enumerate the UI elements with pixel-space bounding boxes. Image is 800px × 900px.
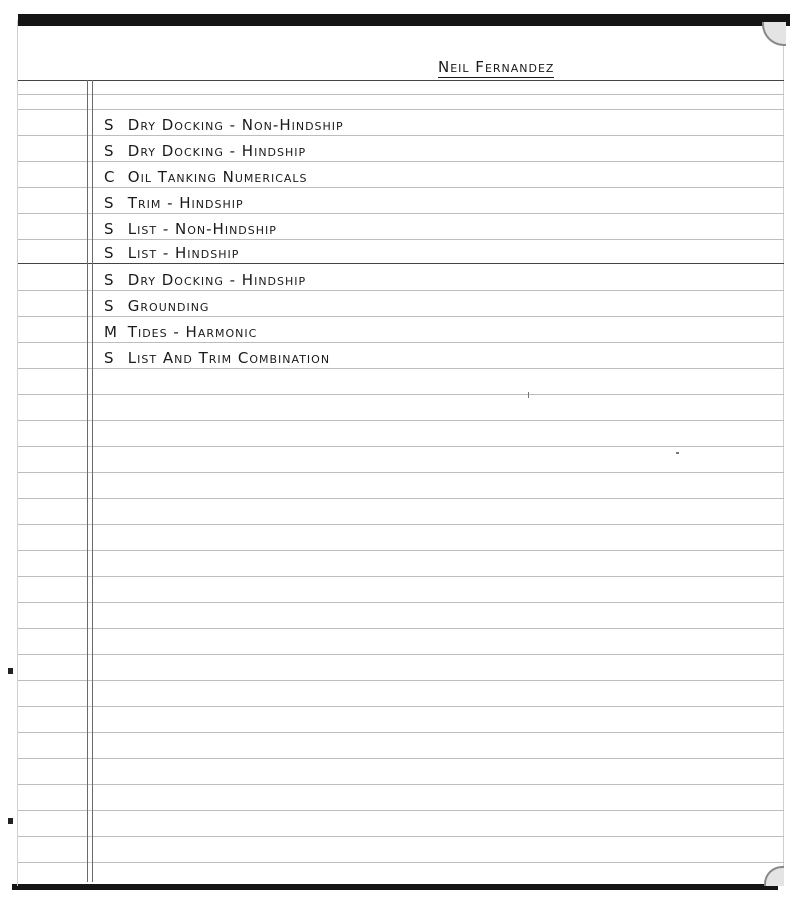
ruled-line [18,109,784,110]
ruled-line [18,862,784,863]
bottom-scan-edge [12,884,778,890]
punch-mark [8,818,13,824]
entry-code: M [104,323,118,341]
page-corner-curl-top [762,22,786,46]
entry-label: List - Hindship [127,244,240,262]
entry-label: Dry Docking - Hindship [127,142,307,160]
entry-code: S [104,142,115,160]
entry-code: S [104,244,115,262]
ruled-line [18,94,784,95]
ruled-line [18,732,784,733]
list-item [104,142,306,164]
ruled-line [18,654,784,655]
ink-speck [528,392,529,398]
ruled-line [18,836,784,837]
entry-code: C [104,168,116,186]
list-item [104,244,239,266]
entry-label: Dry Docking - Non-Hindship [127,116,344,134]
entry-label: Oil Tanking Numericals [127,168,308,186]
margin-line-left [87,80,88,882]
ruled-line [18,446,784,447]
entry-label: Trim - Hindship [127,194,244,212]
ruled-line [18,810,784,811]
list-item [104,168,308,190]
ruled-line [18,680,784,681]
list-item [104,220,277,242]
ruled-line [18,472,784,473]
punch-mark [8,668,13,674]
top-scan-edge [18,14,790,26]
entry-label: Dry Docking - Hindship [127,271,307,289]
list-item [104,194,244,216]
ruled-line [18,420,784,421]
ruled-line [18,576,784,577]
list-item [104,271,306,293]
ruled-line [18,628,784,629]
entry-label: List - Non-Hindship [127,220,277,238]
left-page-edge [17,20,18,886]
ruled-line [18,602,784,603]
entry-code: S [104,271,115,289]
margin-line-right [92,80,93,882]
entry-code: S [104,194,115,212]
entry-label: Grounding [127,297,210,315]
list-item [104,297,209,319]
entry-code: S [104,297,115,315]
ink-speck [676,452,679,454]
page-corner-curl-bottom [764,866,784,886]
ruled-line [18,550,784,551]
list-item [104,323,257,345]
list-item [104,349,330,371]
entry-label: Tides - Harmonic [127,323,258,341]
entry-code: S [104,349,115,367]
ruled-line [18,80,784,81]
entry-code: S [104,116,115,134]
entry-label: List And Trim Combination [127,349,331,367]
ruled-line [18,758,784,759]
ruled-line [18,498,784,499]
list-item [104,116,344,138]
ruled-line [18,394,784,395]
entry-code: S [104,220,115,238]
ruled-line [18,706,784,707]
author-name: Neil Fernandez [438,58,555,76]
ruled-line [18,784,784,785]
ruled-line [18,524,784,525]
